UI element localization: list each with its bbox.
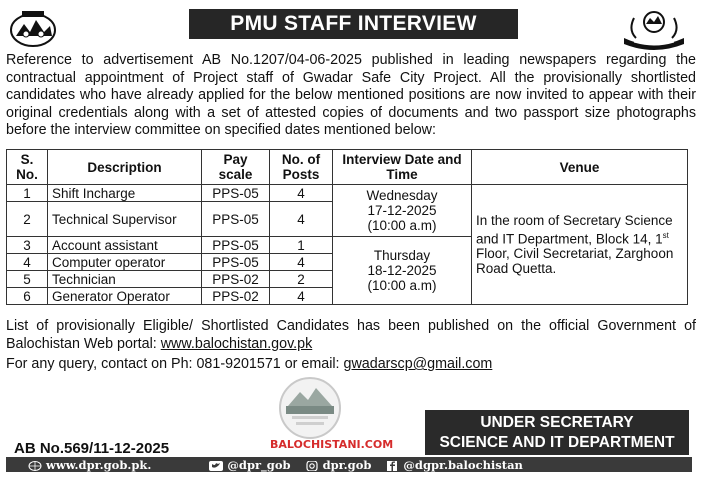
portal-link[interactable]: www.balochistan.gov.pk xyxy=(160,335,313,352)
header-sno: S. No. xyxy=(7,150,48,185)
intro-paragraph: Reference to advertisement AB No.1207/04-06-2025 published in leading newspapers regarding the contractual appointment of Project staff of Gwadar Safe City Project. All the provisionally shortlisted candidates who have already applied for the below mentioned positions are now invited to appear with their original credentials along with a set of attested copies of documents and two passport size photographs before the interview committee on specified dates mentioned below: xyxy=(6,52,696,139)
contact-line xyxy=(6,356,696,374)
row-number: 1 xyxy=(7,185,48,202)
watermark-logo-icon xyxy=(278,376,342,440)
row-posts: 4 xyxy=(270,202,333,237)
row-posts: 4 xyxy=(270,288,333,305)
signature-department: SCIENCE AND IT DEPARTMENT xyxy=(439,434,675,451)
header-venue: Venue xyxy=(472,150,688,185)
positions-table xyxy=(6,149,688,305)
row-pay-scale: PPS-05 xyxy=(202,237,270,254)
footer-bar xyxy=(6,457,692,472)
footer-website[interactable] xyxy=(28,458,151,472)
venue-superscript: st xyxy=(662,230,669,240)
row-pay-scale: PPS-05 xyxy=(202,254,270,271)
row-number: 5 xyxy=(7,271,48,288)
row-description: Computer operator xyxy=(48,254,202,271)
row-pay-scale: PPS-05 xyxy=(202,185,270,202)
header-description: Description xyxy=(48,150,202,185)
interview-day: Wednesday xyxy=(366,188,438,203)
row-pay-scale: PPS-05 xyxy=(202,202,270,237)
venue-text-part1: In the room of Secretary Science and IT Department, Block 14, 1 xyxy=(476,212,673,247)
footer-facebook[interactable] xyxy=(385,458,523,472)
signature-title: UNDER SECRETARY xyxy=(480,414,634,431)
row-pay-scale: PPS-02 xyxy=(202,271,270,288)
row-posts: 2 xyxy=(270,271,333,288)
interview-time: (10:00 a.m) xyxy=(367,218,437,233)
footer-facebook-label: @dgpr.balochistan xyxy=(403,457,523,472)
government-emblem-icon xyxy=(620,8,688,52)
page-title: PMU STAFF INTERVIEW xyxy=(189,9,518,39)
row-number: 6 xyxy=(7,288,48,305)
shortlist-notice xyxy=(6,318,696,353)
row-posts: 1 xyxy=(270,237,333,254)
signature-box xyxy=(425,410,689,455)
header-interview-date: Interview Date and Time xyxy=(333,150,472,185)
footer-instagram-label: dpr.gob xyxy=(322,457,372,472)
interview-date: 17-12-2025 xyxy=(367,203,437,218)
row-posts: 4 xyxy=(270,254,333,271)
email-link[interactable]: gwadarscp@gmail.com xyxy=(343,356,493,372)
instagram-icon xyxy=(305,460,319,470)
footer-website-label: www.dpr.gob.pk. xyxy=(46,457,152,472)
venue-cell xyxy=(472,185,688,305)
venue-text-part2: Floor, Civil Secretariat, Zarghoon Road Quetta. xyxy=(476,246,674,277)
row-number: 3 xyxy=(7,237,48,254)
header-posts: No. of Posts xyxy=(270,150,333,185)
row-description: Technician xyxy=(48,271,202,288)
contact-text: For any query, contact on Ph: 081-9201571 or email: xyxy=(6,356,340,372)
row-posts: 4 xyxy=(270,185,333,202)
interview-date-group-1 xyxy=(333,185,472,237)
advertisement-number: AB No.569/11-12-2025 xyxy=(14,440,170,457)
globe-icon xyxy=(28,460,42,470)
interview-date: 18-12-2025 xyxy=(367,263,437,278)
row-description: Shift Incharge xyxy=(48,185,202,202)
row-pay-scale: PPS-02 xyxy=(202,288,270,305)
twitter-icon xyxy=(209,460,223,470)
row-description: Account assistant xyxy=(48,237,202,254)
row-description: Generator Operator xyxy=(48,288,202,305)
footer-twitter-label: @dpr_gob xyxy=(227,457,291,472)
footer-instagram[interactable] xyxy=(305,458,372,472)
row-number: 2 xyxy=(7,202,48,237)
table-row xyxy=(7,185,688,202)
dpr-logo-icon xyxy=(8,8,58,48)
watermark-site-text: BALOCHISTANI.COM xyxy=(270,438,394,451)
table-header-row xyxy=(7,150,688,185)
notice-text: List of provisionally Eligible/ Shortlisted Candidates has been published on the official Government of Balochistan Web portal: xyxy=(6,318,696,352)
header-pay-scale: Pay scale xyxy=(202,150,270,185)
interview-time: (10:00 a.m) xyxy=(367,278,437,293)
interview-date-group-2 xyxy=(333,237,472,305)
interview-day: Thursday xyxy=(373,248,431,263)
row-number: 4 xyxy=(7,254,48,271)
row-description: Technical Supervisor xyxy=(48,202,202,237)
facebook-icon xyxy=(385,460,399,470)
footer-twitter[interactable] xyxy=(209,458,290,472)
